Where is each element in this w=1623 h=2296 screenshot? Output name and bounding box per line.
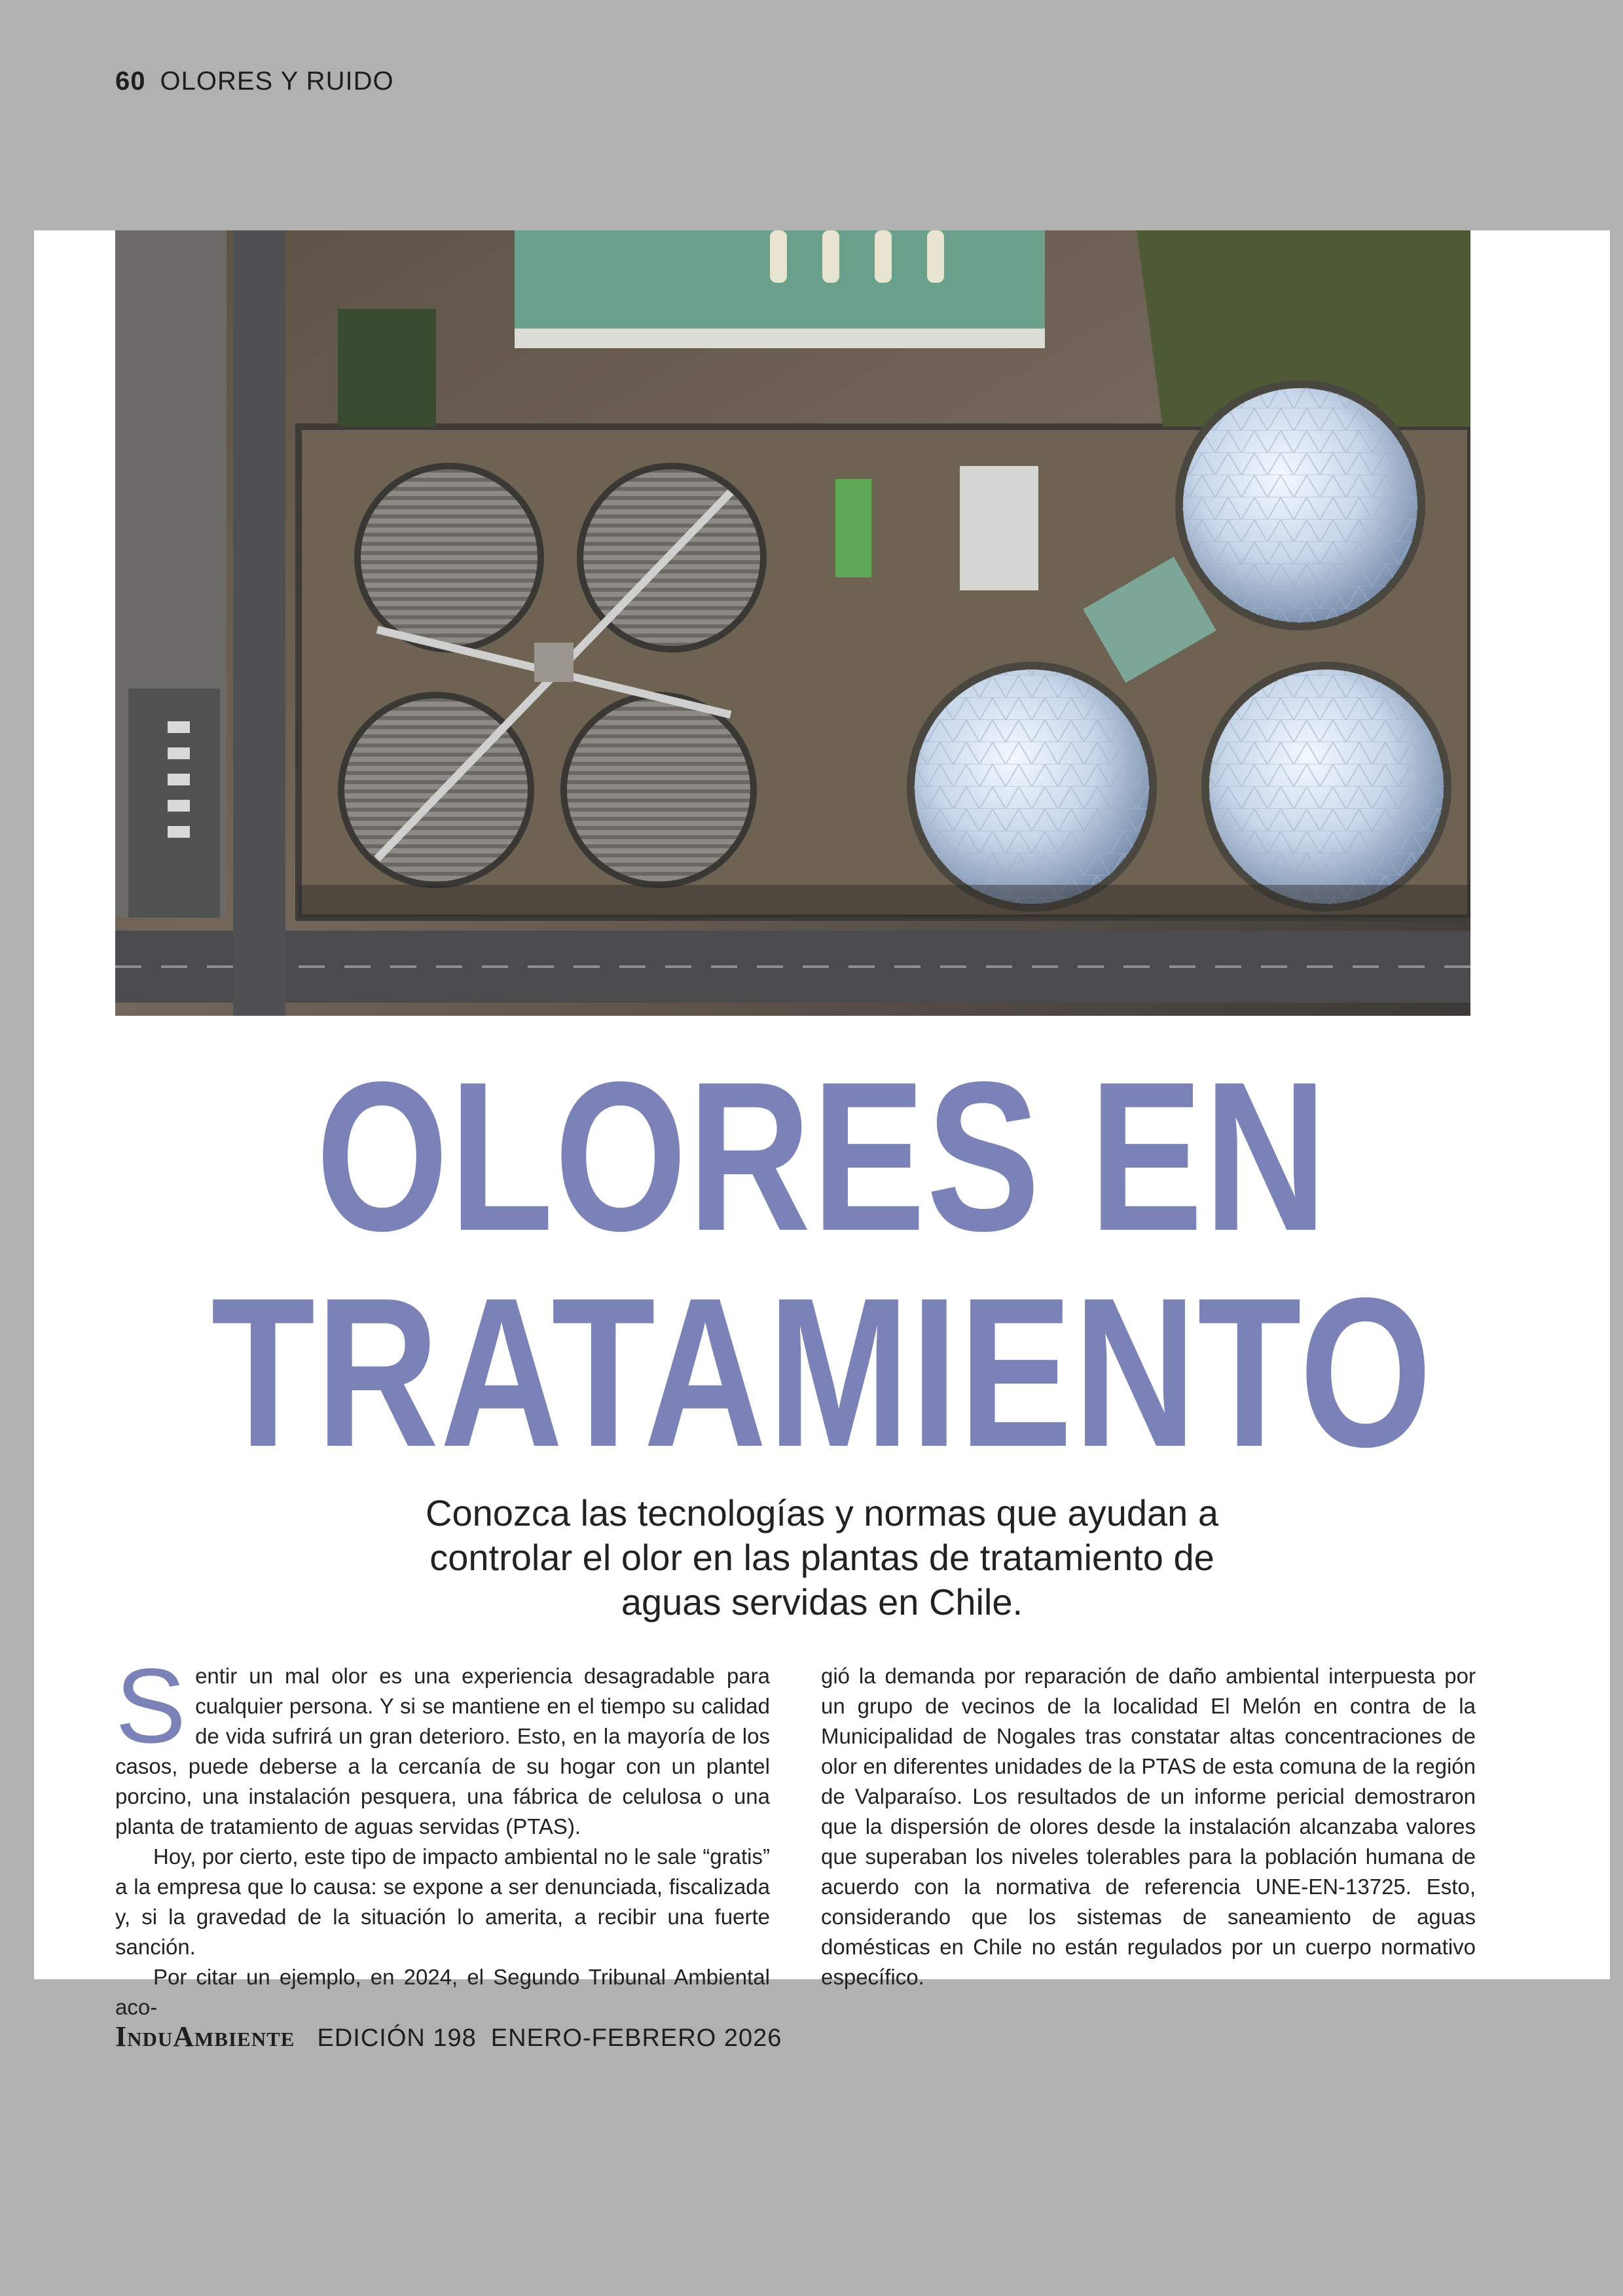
article-headline	[192, 1037, 1453, 1491]
edition-info	[317, 2024, 782, 2052]
paragraph-4: gió la demanda por reparación de daño ambiental interpuesta por un grupo de vecinos de la localidad El Melón en contra de la Municipalidad de Nogales tras constatar altas concentraciones de olor en diferentes unidades de la PTAS de esta comuna de la región de Valparaíso. Los resultados de un informe pericial demostraron que la dispersión de olores desde la instalación alcanzaba valores que superaban los niveles tolerables para la población humana de acuerdo con la normativa de referencia UNE-EN-13725. Esto, considerando que los sistemas de saneamiento de aguas domésticas en Chile no están regulados por un cuerpo normativo específico.	[821, 1664, 1476, 1989]
subtitle-line-2: controlar el olor en las plantas de tratamiento de	[429, 1537, 1214, 1578]
paragraph-2: Hoy, por cierto, este tipo de impacto ambiental no le sale “gratis” a la empresa que lo causa: se expone a ser denunciada, fiscalizada y, si la gravedad de la situación lo amerita, a recibir una fuerte sanción.	[115, 1844, 770, 1959]
running-header	[115, 67, 394, 96]
wastewater-plant-aerial-photo	[115, 230, 1470, 1016]
page-footer	[115, 2020, 782, 2053]
body-column-right	[821, 1661, 1476, 1992]
headline-line-2: TRATAMIENTO	[211, 1253, 1433, 1491]
section-name: OLORES Y RUIDO	[160, 67, 394, 96]
paragraph-1-text: entir un mal olor es una experiencia desagradable para cualquier persona. Y si se mantiene en el tiempo su calidad de vida sufrirá un gran deterioro. Esto, en la mayoría de los casos, puede deberse a la cercanía de su hogar con un plantel porcino, una instalación pesquera, una fábrica de celulosa o una planta de tratamiento de aguas servidas (PTAS).	[115, 1664, 770, 1839]
paragraph-1	[115, 1647, 770, 1842]
edition-number: EDICIÓN 198	[317, 2024, 477, 2052]
subtitle-line-3: aguas servidas en Chile.	[621, 1581, 1023, 1623]
article-sheet	[34, 230, 1610, 2019]
headline-line-1: OLORES EN	[316, 1037, 1328, 1275]
paragraph-3: Por citar un ejemplo, en 2024, el Segundo Tribunal Ambiental aco-	[115, 1965, 770, 2019]
page-number: 60	[115, 67, 146, 96]
magazine-logo: InduAmbiente	[115, 2020, 295, 2053]
article-subtitle	[34, 1491, 1610, 1624]
subtitle-line-1: Conozca las tecnologías y normas que ayudan a	[426, 1492, 1218, 1534]
body-column-left	[115, 1647, 770, 2022]
edition-date: ENERO-FEBRERO 2026	[490, 2024, 782, 2052]
drop-cap: S	[115, 1647, 187, 1765]
